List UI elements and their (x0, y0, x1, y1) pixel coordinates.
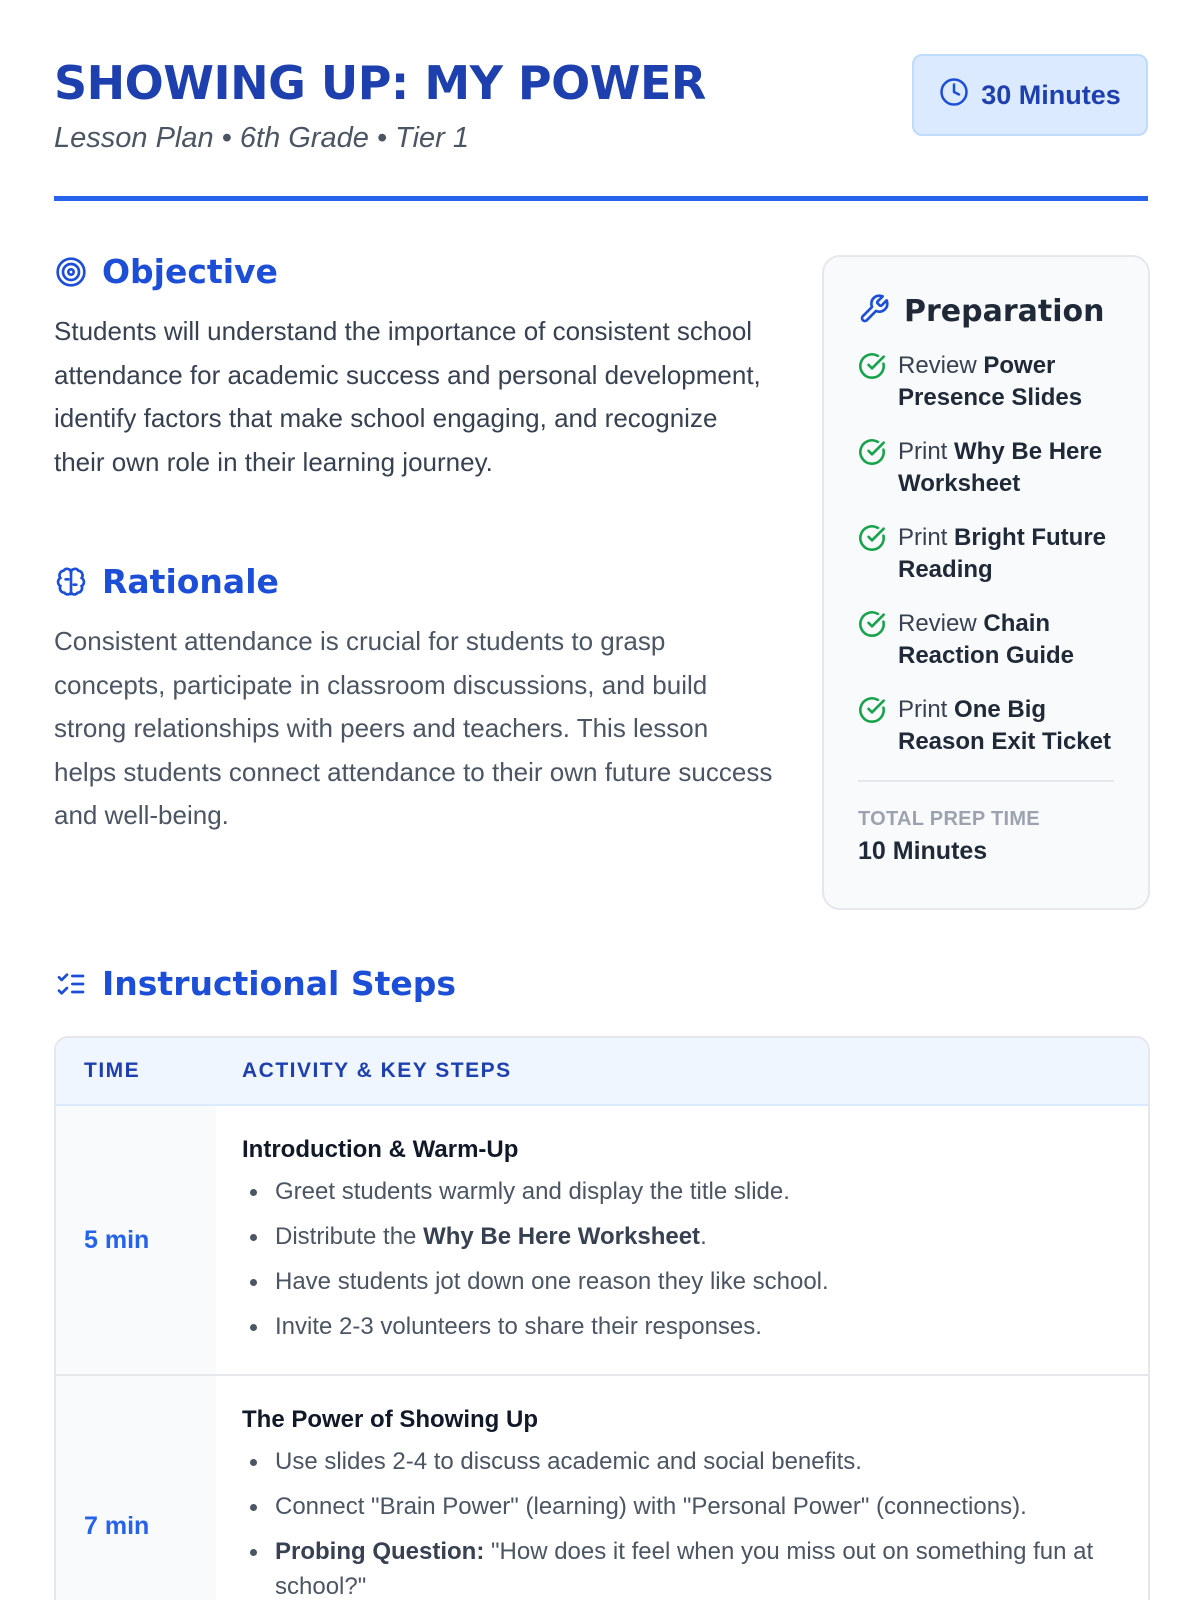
checklist-icon (54, 967, 88, 1001)
lesson-header (54, 54, 1148, 202)
objective-heading (54, 252, 278, 291)
table-row (56, 1106, 1148, 1376)
step-activity (216, 1106, 1148, 1374)
preparation-heading (858, 293, 1114, 330)
rationale-title: Rationale (102, 562, 279, 601)
preparation-item: Review Power Presence Slides (858, 350, 1114, 414)
preparation-divider (858, 780, 1114, 782)
check-circle-icon (858, 696, 886, 758)
list-item: Probing Question: "How does it feel when you miss out on something fun at school?" (242, 1534, 1122, 1600)
step-time: 5 min (56, 1106, 216, 1374)
steps-heading (54, 964, 456, 1003)
duration-badge (912, 54, 1148, 136)
total-prep-time-label: TOTAL PREP TIME (858, 808, 1040, 830)
column-header-activity: ACTIVITY & KEY STEPS (242, 1059, 512, 1082)
preparation-item: Print One Big Reason Exit Ticket (858, 694, 1114, 758)
list-item: Connect "Brain Power" (learning) with "Personal Power" (connections). (242, 1489, 1122, 1524)
check-circle-icon (858, 610, 886, 672)
column-header-time: TIME (84, 1059, 141, 1082)
check-circle-icon (858, 438, 886, 500)
preparation-title: Preparation (904, 294, 1105, 329)
table-header (56, 1038, 1148, 1106)
list-item: Have students jot down one reason they like school. (242, 1264, 1122, 1299)
target-icon (54, 255, 88, 289)
step-bullets (242, 1444, 1122, 1600)
preparation-card (822, 255, 1150, 910)
preparation-list (858, 350, 1114, 758)
list-item: Distribute the Why Be Here Worksheet. (242, 1219, 1122, 1254)
steps-table (54, 1036, 1150, 1600)
list-item: Greet students warmly and display the title slide. (242, 1174, 1122, 1209)
preparation-item: Review Chain Reaction Guide (858, 608, 1114, 672)
list-item: Invite 2-3 volunteers to share their responses. (242, 1309, 1122, 1344)
total-prep-time-value: 10 Minutes (858, 837, 988, 865)
wrench-icon (858, 293, 890, 330)
step-bullets (242, 1174, 1122, 1344)
duration-label: 30 Minutes (981, 79, 1121, 110)
objective-title: Objective (102, 252, 278, 291)
table-row (56, 1376, 1148, 1600)
step-title: Introduction & Warm-Up (242, 1136, 519, 1163)
page-subtitle: Lesson Plan • 6th Grade • Tier 1 (54, 122, 469, 154)
list-item: Use slides 2-4 to discuss academic and social benefits. (242, 1444, 1122, 1479)
steps-title: Instructional Steps (102, 964, 457, 1003)
rationale-text: Consistent attendance is crucial for students to grasp concepts, participate in classroom discussions, and build strong relationships with peers and teachers. This lesson helps students connect attendance to their own future success and well-being. (54, 626, 773, 830)
step-time: 7 min (56, 1376, 216, 1600)
preparation-item: Print Why Be Here Worksheet (858, 436, 1114, 500)
brain-icon (54, 565, 88, 599)
page-title: SHOWING UP: MY POWER (54, 56, 706, 110)
check-circle-icon (858, 352, 886, 414)
step-activity (216, 1376, 1148, 1600)
check-circle-icon (858, 524, 886, 586)
rationale-heading (54, 562, 279, 601)
preparation-item: Print Bright Future Reading (858, 522, 1114, 586)
objective-text: Students will understand the importance of consistent school attendance for academic success and personal development, identify factors that make school engaging, and recognize their own role in their learning journey. (54, 316, 761, 477)
step-title: The Power of Showing Up (242, 1406, 538, 1433)
clock-icon (939, 77, 969, 114)
header-divider (54, 196, 1148, 201)
